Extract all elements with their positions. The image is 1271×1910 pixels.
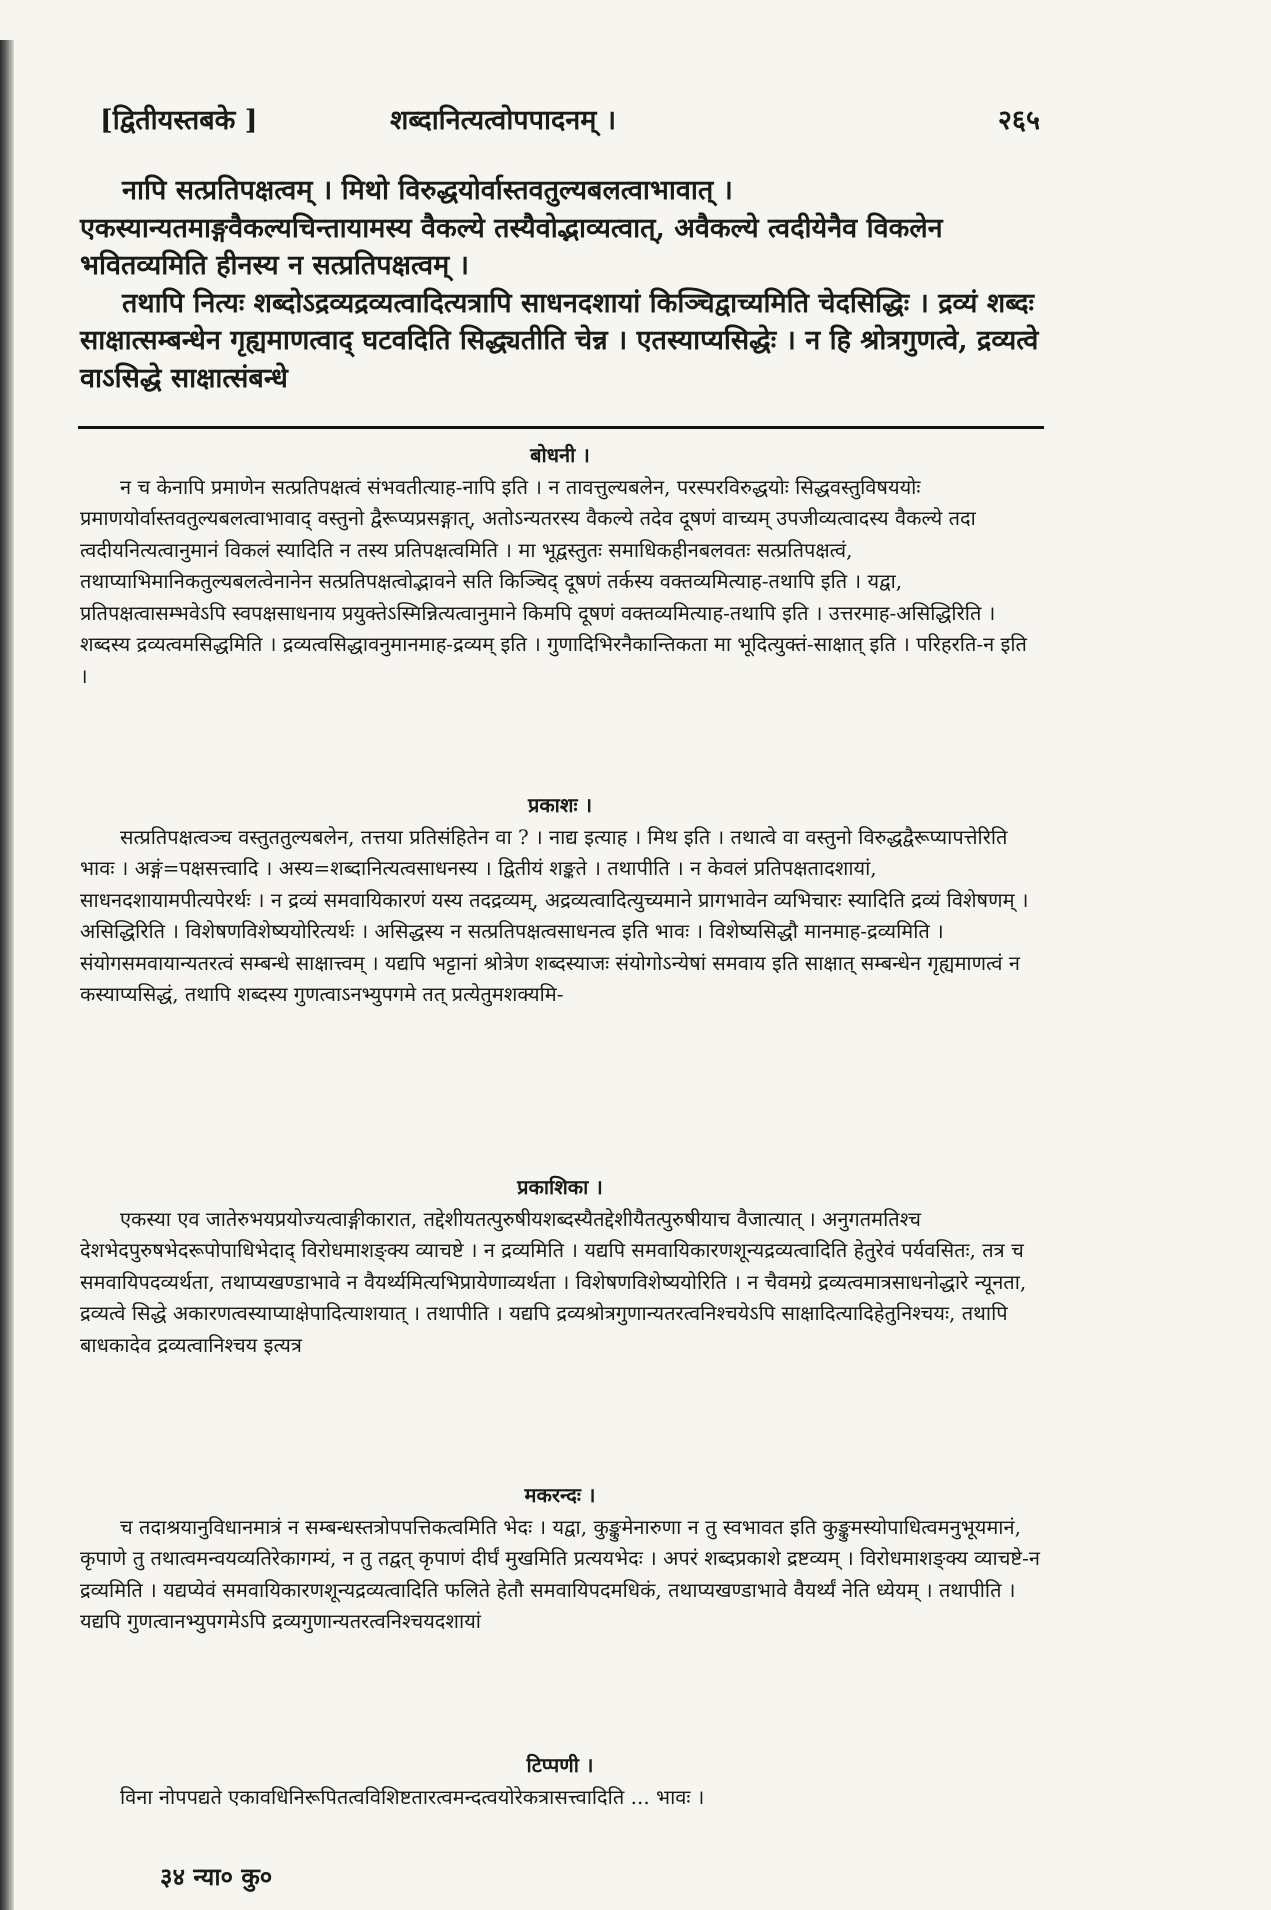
main-paragraph-2: तथापि नित्यः शब्दोऽद्रव्यद्रव्यत्वादित्यत्रापि साधनदशायां किञ्चिद्वाच्यमिति चेदसिद्धिः । द्रव्यं शब्दः साक्षात्सम्बन्धेन गृह्यमाणत्वाद् घटवदिति सिद्ध्यतीति चेन्न । एतस्याप्यसिद्धेः । न हि श्रोत्रगुणत्वे, द्रव्यत्वे वाऽसिद्धे साक्षात्संबन्धे: [80, 287, 1039, 394]
section-heading: टिप्पणी ।: [526, 1753, 594, 1777]
section-text: विना नोपपद्यते एकावधिनिरूपितत्वविशिष्टतारत्वमन्दत्वयोरेकत्रासत्त्वादिति ... भावः ।: [120, 1784, 705, 1809]
commentary-tippani: [80, 1750, 1040, 1813]
running-header: [100, 100, 1040, 140]
header-section-label: [द्वितीयस्तबके ]: [100, 105, 258, 136]
section-text: च तदाश्रयानुविधानमात्रं न सम्बन्धस्तत्रोपपत्तिकत्वमिति भेदः । यद्वा, कुङ्कुमेनारुणा न तु स्वभावत इति कुङ्कुमस्योपाधित्वमनुभूयमानं, कृपाणे तु तथात्वमन्वयव्यतिरेकागम्यं, न तु तद्वत् कृपाणं दीर्घं मुखमिति प्रत्ययभेदः । अपरं शब्दप्रकाशे द्रष्टव्यम् । विरोधमाशङ्क्य व्याचष्टे-न द्रव्यमिति । यद्यप्येवं समवायिकारणशून्यद्रव्यत्वादिति फलिते हेतौ समवायिपदमधिकं, तथाप्यखण्डाभावे वैयर्थ्यं नेति ध्येयम् । तथापीति । यद्यपि गुणत्वानभ्युपगमेऽपि द्रव्यगुणान्यतरत्वनिश्चयदशायां: [80, 1514, 1040, 1633]
signature-mark: ३४ न्या० कु०: [160, 1862, 273, 1891]
commentary-bodhani: [80, 440, 1040, 692]
section-text: न च केनापि प्रमाणेन सत्प्रतिपक्षत्वं संभवतीत्याह-नापि इति । न तावत्तुल्यबलेन, परस्परविरुद्धयोः सिद्धवस्तुविषययोः प्रमाणयोर्वास्तवतुल्यबलत्वाभावाद् वस्तुनो द्वैरूप्यप्रसङ्गात्, अतोऽन्यतरस्य वैकल्ये तदेव दूषणं वाच्यम् उपजीव्यत्वादस्य वैकल्ये तदा त्वदीयनित्यत्वानुमानं विकलं स्यादिति न तस्य प्रतिपक्षत्वमिति । मा भूद्वस्तुतः समाधिकहीनबलवतः सत्प्रतिपक्षत्वं, तथाप्याभिमानिकतुल्यबलत्वेनानेन सत्प्रतिपक्षत्वोद्भावने सति किञ्चिद् दूषणं तर्कस्य वक्तव्यमित्याह-तथापि इति । यद्वा, प्रतिपक्षत्वासम्भवेऽपि स्वपक्षसाधनाय प्रयुक्तेऽस्मिन्नित्यत्वानुमाने किमपि दूषणं वक्तव्यमित्याह-तथापि इति । उत्तरमाह-असिद्धिरिति । शब्दस्य द्रव्यत्वमसिद्धमिति । द्रव्यत्वसिद्धावनुमानमाह-द्रव्यम् इति । गुणादिभिरनैकान्तिकता मा भूदित्युक्तं-साक्षात् इति । परिहरति-न इति ।: [80, 474, 1027, 688]
main-paragraph-1: नापि सत्प्रतिपक्षत्वम् । मिथो विरुद्धयोर्वास्तवतुल्यबलत्वाभावात् । एकस्यान्यतमाङ्गवैकल्यचिन्तायामस्य वैकल्ये तस्यैवोद्भाव्यत्वात्, अवैकल्ये त्वदीयेनैव विकलेन भवितव्यमिति हीनस्य न सत्प्रतिपक्षत्वम् ।: [80, 175, 943, 281]
section-text: एकस्या एव जातेरुभयप्रयोज्यत्वाङ्गीकारात, तद्देशीयतत्पुरुषीयशब्दस्यैतद्देशीयैतत्पुरुषीयाच वैजात्यात् । अनुगतमतिश्च देशभेदपुरुषभेदरूपोपाधिभेदाद् विरोधमाशङ्क्य व्याचष्टे । न द्रव्यमिति । यद्यपि समवायिकारणशून्यद्रव्यत्वादिति हेतुरेवं पर्यवसितः, तत्र च समवायिपदव्यर्थता, तथाप्यखण्डाभावे न वैयर्थ्यमित्यभिप्रायेणाव्यर्थता । विशेषणविशेष्ययोरिति । न चैवमग्रे द्रव्यत्वमात्रसाधनोद्धारे न्यूनता, द्रव्यत्वे सिद्धे अकारणत्वस्याप्याक्षेपादित्याशयात् । तथापीति । यद्यपि द्रव्यश्रोत्रगुणान्यतरत्वनिश्चयेऽपि साक्षादित्यादिहेतुनिश्चयः, तथापि बाधकादेव द्रव्यत्वानिश्चय इत्यत्र: [80, 1206, 1027, 1357]
commentary-prakashika: [80, 1172, 1040, 1361]
section-heading: मकरन्दः ।: [524, 1483, 596, 1507]
divider-rule: [78, 426, 1044, 429]
header-title: शब्दानित्यत्वोपपादनम् ।: [390, 105, 617, 136]
commentary-makaranda: [80, 1480, 1040, 1638]
section-text: सत्प्रतिपक्षत्वञ्च वस्तुततुल्यबलेन, तत्तया प्रतिसंहितेन वा ? । नाद्य इत्याह । मिथ इति । तथात्वे वा वस्तुनो विरुद्धद्वैरूप्यापत्तेरिति भावः । अङ्गं=पक्षसत्त्वादि । अस्य=शब्दानित्यत्वसाधनस्य । द्वितीयं शङ्कते । तथापीति । न केवलं प्रतिपक्षतादशायां, साधनदशायामपीत्यपेरर्थः । न द्रव्यं समवायिकारणं यस्य तदद्रव्यम्, अद्रव्यत्वादित्युच्यमाने प्रागभावेन व्यभिचारः स्यादिति द्रव्यं विशेषणम् । असिद्धिरिति । विशेषणविशेष्ययोरित्यर्थः । असिद्धस्य न सत्प्रतिपक्षत्वसाधनत्व इति भावः । विशेष्यसिद्धौ मानमाह-द्रव्यमिति । संयोगसमवायान्यतरत्वं सम्बन्धे साक्षात्त्वम् । यद्यपि भट्टानां श्रोत्रेण शब्दस्याजः संयोगोऽन्येषां समवाय इति साक्षात् सम्बन्धेन गृह्यमाणत्वं न कस्याप्यसिद्धं, तथापि शब्दस्य गुणत्वाऽनभ्युपगमे तत् प्रत्येतुमशक्यमि-: [80, 824, 1029, 1006]
section-heading: बोधनी ।: [530, 443, 590, 467]
main-text: [80, 172, 1040, 397]
book-binding-edge: [0, 40, 14, 1910]
section-heading: प्रकाशः ।: [527, 793, 593, 817]
section-heading: प्रकाशिका ।: [517, 1175, 603, 1199]
commentary-prakasha: [80, 790, 1040, 1011]
page-number: २६५: [997, 105, 1040, 136]
